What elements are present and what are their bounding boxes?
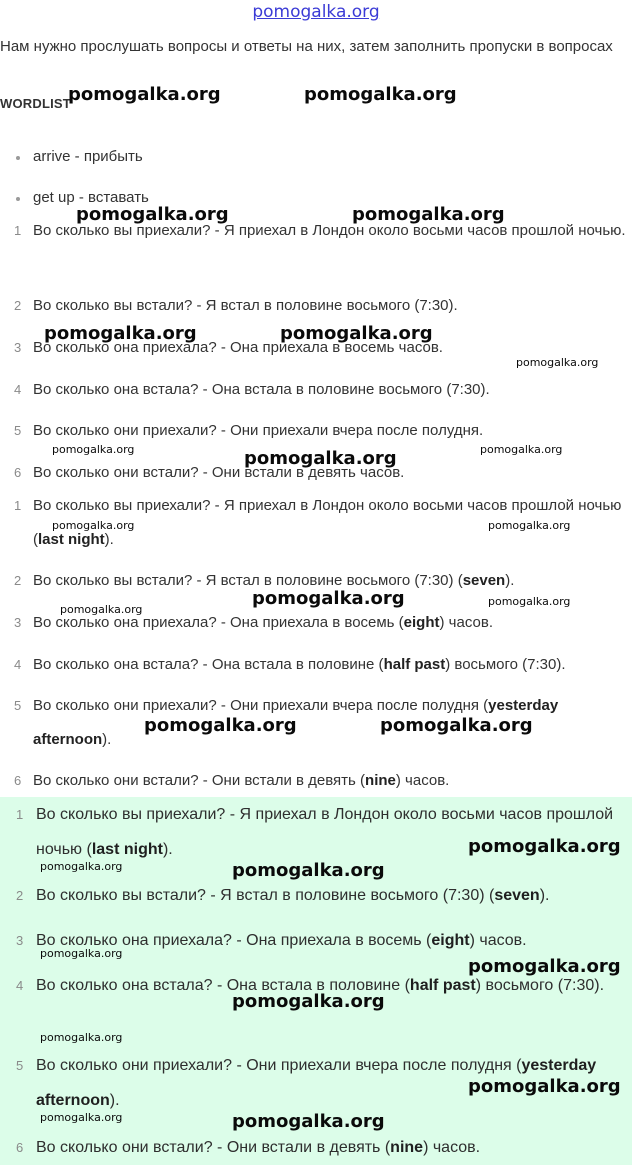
answer-before: Во сколько она встала? - Она встала в половине ( bbox=[33, 656, 384, 673]
watermark: pomogalka.org bbox=[232, 860, 385, 881]
answer-key-word: eight bbox=[403, 614, 440, 631]
answer-number: 4 bbox=[16, 978, 24, 993]
answer-number: 2 bbox=[14, 573, 22, 588]
answer-after: ). bbox=[539, 887, 550, 904]
answer-key-word: half past bbox=[409, 977, 476, 994]
watermark: pomogalka.org bbox=[516, 356, 599, 369]
question-number: 1 bbox=[14, 223, 22, 238]
question-text: Во сколько вы приехали? - Я приехал в Лондон около восьми часов прошлой ночью. bbox=[33, 222, 626, 239]
watermark: pomogalka.org bbox=[52, 519, 135, 532]
watermark: pomogalka.org bbox=[488, 595, 571, 608]
watermark: pomogalka.org bbox=[60, 603, 143, 616]
answer-after: ) часов. bbox=[439, 614, 493, 631]
answer-number: 6 bbox=[14, 773, 22, 788]
question-text: Во сколько вы встали? - Я встал в половине восьмого (7:30). bbox=[33, 297, 458, 314]
question-number: 4 bbox=[14, 382, 22, 397]
answer-before: Во сколько они приехали? - Они приехали вчера после полудня ( bbox=[36, 1057, 522, 1074]
answer-key-word: half past bbox=[383, 656, 446, 673]
answer-text bbox=[36, 1130, 628, 1165]
watermark: pomogalka.org bbox=[468, 1076, 621, 1097]
question-number: 3 bbox=[14, 340, 22, 355]
answer-key-word: seven bbox=[462, 572, 506, 589]
watermark: pomogalka.org bbox=[76, 204, 229, 225]
answer-after: ). bbox=[102, 731, 112, 748]
watermark: pomogalka.org bbox=[68, 84, 221, 105]
answer-number: 4 bbox=[14, 657, 22, 672]
site-title[interactable]: pomogalka.org bbox=[252, 2, 380, 22]
answer-after: ). bbox=[505, 572, 515, 589]
answer-before: Во сколько вы приехали? - Я приехал в Лондон около восьми часов прошлой ночью ( bbox=[33, 497, 622, 548]
answer-before: Во сколько вы приехали? - Я приехал в Лондон около восьми часов прошлой ночью ( bbox=[36, 806, 614, 858]
question-text: Во сколько она приехала? - Она приехала в восемь часов. bbox=[33, 339, 443, 356]
answer-after: ) восьмого (7:30). bbox=[475, 977, 605, 994]
question-number: 5 bbox=[14, 423, 22, 438]
question-number: 2 bbox=[14, 298, 22, 313]
answer-after: ). bbox=[109, 1092, 120, 1109]
watermark: pomogalka.org bbox=[40, 860, 123, 873]
answer-number: 1 bbox=[14, 498, 22, 513]
watermark: pomogalka.org bbox=[40, 1031, 123, 1044]
watermark: pomogalka.org bbox=[380, 715, 533, 736]
question-text: Во сколько они приехали? - Они приехали вчера после полудня. bbox=[33, 422, 484, 439]
watermark: pomogalka.org bbox=[468, 836, 621, 857]
answer-number: 6 bbox=[16, 1140, 24, 1155]
answer-text bbox=[33, 648, 629, 682]
answer-key-word: nine bbox=[390, 1139, 424, 1156]
watermark: pomogalka.org bbox=[232, 1111, 385, 1132]
watermark: pomogalka.org bbox=[488, 519, 571, 532]
watermark: pomogalka.org bbox=[352, 204, 505, 225]
answer-before: Во сколько она приехала? - Она приехала в восемь ( bbox=[33, 614, 404, 631]
answer-before: Во сколько они приехали? - Они приехали вчера после полудня ( bbox=[33, 697, 489, 714]
answer-number: 3 bbox=[16, 933, 24, 948]
question-number: 6 bbox=[14, 465, 22, 480]
watermark: pomogalka.org bbox=[40, 1111, 123, 1124]
wordlist-heading: WORDLIST bbox=[0, 96, 71, 111]
intro-text: Нам нужно прослушать вопросы и ответы на них, затем заполнить пропуски в вопросах bbox=[0, 38, 613, 55]
answer-after: ) часов. bbox=[395, 772, 450, 789]
answer-key-word: yesterday afternoon bbox=[33, 697, 559, 748]
question-text: Во сколько они встали? - Они встали в девять часов. bbox=[33, 464, 405, 481]
answer-number: 5 bbox=[14, 698, 22, 713]
answer-after: ) часов. bbox=[423, 1139, 481, 1156]
watermark: pomogalka.org bbox=[144, 715, 297, 736]
answer-key-word: seven bbox=[494, 887, 540, 904]
answer-key-word: eight bbox=[431, 932, 470, 949]
watermark: pomogalka.org bbox=[468, 956, 621, 977]
answer-after: ) часов. bbox=[469, 932, 527, 949]
question-text: Во сколько она встала? - Она встала в половине восьмого (7:30). bbox=[33, 381, 490, 398]
answer-key-word: nine bbox=[365, 772, 396, 789]
answer-after: ). bbox=[104, 531, 114, 548]
watermark: pomogalka.org bbox=[244, 448, 397, 469]
watermark: pomogalka.org bbox=[44, 323, 197, 344]
watermark: pomogalka.org bbox=[304, 84, 457, 105]
answer-before: Во сколько вы встали? - Я встал в половине восьмого (7:30) ( bbox=[36, 887, 495, 904]
answer-before: Во сколько они встали? - Они встали в девять ( bbox=[36, 1139, 391, 1156]
answer-key-word: last night bbox=[91, 841, 163, 858]
watermark: pomogalka.org bbox=[52, 443, 135, 456]
answer-before: Во сколько вы встали? - Я встал в половине восьмого (7:30) ( bbox=[33, 572, 463, 589]
watermark: pomogalka.org bbox=[252, 588, 405, 609]
answer-before: Во сколько они встали? - Они встали в девять ( bbox=[33, 772, 366, 789]
answer-after: ) восьмого (7:30). bbox=[445, 656, 566, 673]
watermark: pomogalka.org bbox=[280, 323, 433, 344]
watermark: pomogalka.org bbox=[480, 443, 563, 456]
answer-number: 2 bbox=[16, 888, 24, 903]
answer-key-word: yesterday afternoon bbox=[36, 1057, 597, 1109]
watermark: pomogalka.org bbox=[232, 991, 385, 1012]
wordlist-item: get up - вставать bbox=[33, 189, 149, 206]
answer-number: 1 bbox=[16, 807, 24, 822]
answer-before: Во сколько она встала? - Она встала в половине ( bbox=[36, 977, 410, 994]
answer-number: 5 bbox=[16, 1058, 24, 1073]
wordlist-item: arrive - прибыть bbox=[33, 148, 143, 165]
answer-text bbox=[33, 689, 629, 757]
answer-before: Во сколько она приехала? - Она приехала в восемь ( bbox=[36, 932, 432, 949]
answer-text bbox=[36, 923, 628, 958]
answer-key-word: last night bbox=[38, 531, 105, 548]
answer-number: 3 bbox=[14, 615, 22, 630]
watermark: pomogalka.org bbox=[40, 947, 123, 960]
answer-after: ). bbox=[162, 841, 173, 858]
answer-text bbox=[33, 764, 629, 798]
answer-text bbox=[36, 878, 628, 913]
